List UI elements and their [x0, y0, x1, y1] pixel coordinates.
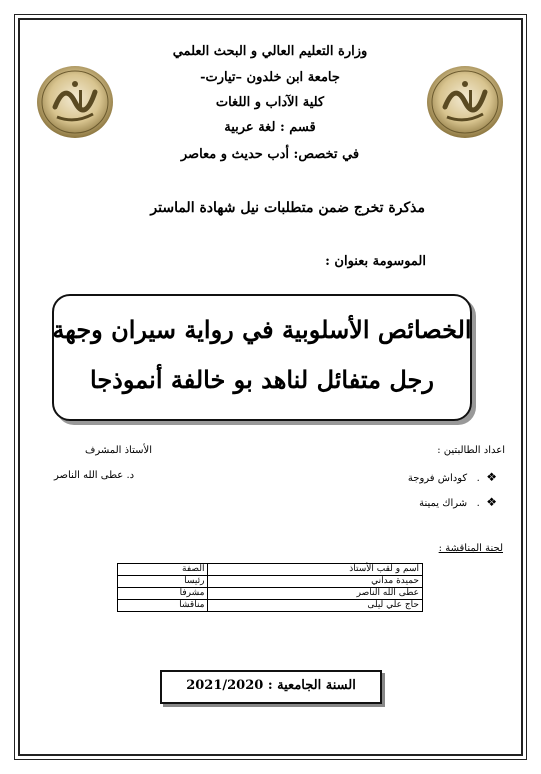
- university-logo-left: [35, 62, 115, 142]
- student-1: ❖ . كوداش فروجة: [407, 470, 497, 484]
- thesis-title-line-2: رجل متفائل لناهد بو خالفة أنموذجا: [90, 365, 434, 394]
- member-name: حاج علي ليلى: [208, 600, 423, 612]
- member-role: مشرفا: [118, 588, 208, 600]
- bullet-icon: ❖: [486, 470, 497, 484]
- specialty-name: في تخصص: أدب حديث و معاصر: [180, 147, 360, 162]
- table-row: [118, 600, 423, 612]
- member-role: رئيسا: [118, 576, 208, 588]
- table-header-row: [118, 564, 423, 576]
- students-label: اعداد الطالبتين :: [437, 445, 505, 456]
- academic-year: السنة الجامعية : 2021/2020: [186, 678, 356, 693]
- committee-table: [117, 563, 423, 612]
- memo-titled-label: الموسومة بعنوان :: [325, 254, 426, 269]
- supervisor-name: عطى الله الناصر: [54, 470, 124, 481]
- table-row: [118, 576, 423, 588]
- university-name: جامعة ابن خلدون –تيارت-: [200, 70, 340, 85]
- supervisor: [54, 470, 134, 481]
- student-1-name: كوداش فروجة: [407, 473, 468, 484]
- member-role: مناقشا: [118, 600, 208, 612]
- title-box: [52, 294, 472, 421]
- column-header-role: الصفة: [118, 564, 208, 576]
- department-name: قسم : لغة عربية: [224, 120, 316, 135]
- bullet-icon: ❖: [486, 495, 497, 509]
- committee-label: لجنة المناقشة :: [438, 543, 503, 554]
- student-2: ❖ . شراك يمينة: [419, 495, 497, 509]
- column-header-name: اسم و لقب الأستاذ: [208, 564, 423, 576]
- supervisor-prefix: د.: [126, 470, 135, 481]
- supervisor-label: الأستاذ المشرف: [85, 445, 152, 456]
- student-2-name: شراك يمينة: [419, 498, 468, 509]
- ministry-name: وزارة التعليم العالي و البحث العلمي: [172, 44, 368, 59]
- university-logo-right: [425, 62, 505, 142]
- table-row: [118, 588, 423, 600]
- memo-purpose: مذكرة تخرج ضمن متطلبات نيل شهادة الماستر: [150, 200, 425, 216]
- faculty-name: كلية الآداب و اللغات: [215, 95, 325, 110]
- member-name: حميدة مداني: [208, 576, 423, 588]
- thesis-title-line-1: الخصائص الأسلوبية في رواية سيران وجهة: [52, 315, 472, 344]
- member-name: عطى الله الناصر: [208, 588, 423, 600]
